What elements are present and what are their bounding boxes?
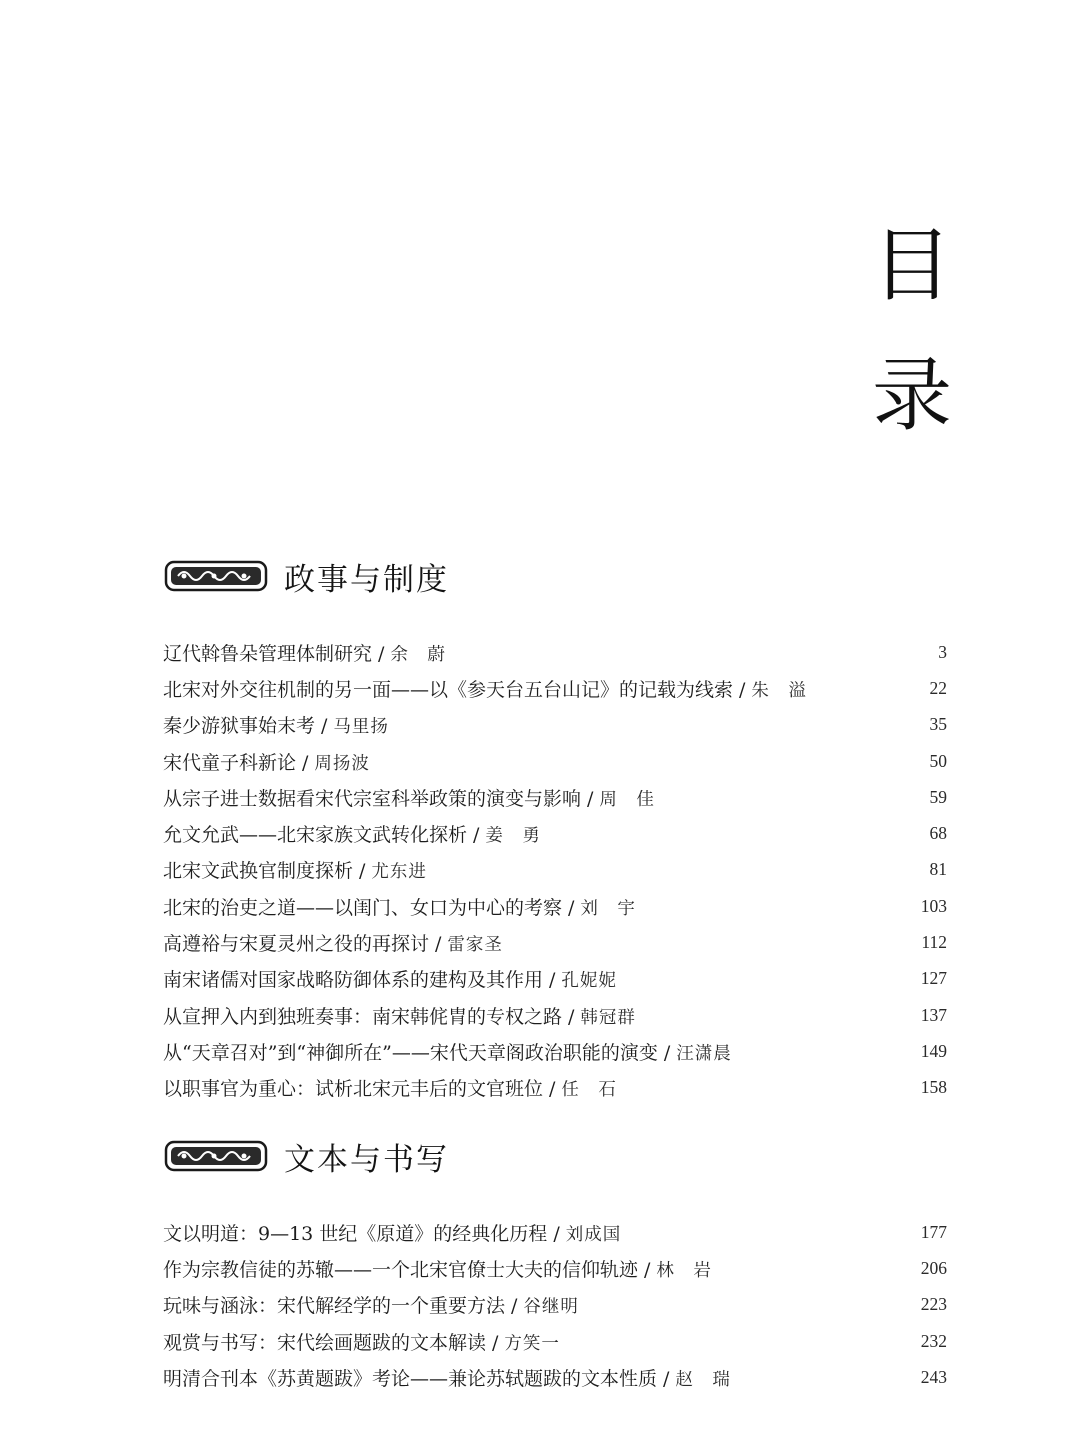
entry-title: 高遵裕与宋夏灵州之役的再探讨 bbox=[163, 933, 430, 956]
entry-page-number: 243 bbox=[920, 1366, 947, 1387]
entry-title: 明清合刊本《苏黄题跋》考论——兼论苏轼题跋的文本性质 bbox=[163, 1367, 658, 1390]
entry-page-number: 137 bbox=[920, 1004, 947, 1025]
entry-title: 北宋的治吏之道——以闺门、女口为中心的考察 bbox=[163, 896, 563, 919]
entry-separator: / bbox=[739, 678, 746, 701]
entry-page-number: 81 bbox=[929, 859, 947, 880]
toc-entry[interactable] bbox=[163, 1250, 947, 1286]
entry-separator: / bbox=[435, 933, 442, 956]
toc-entry-text bbox=[163, 820, 541, 847]
toc-entry[interactable] bbox=[163, 1359, 947, 1395]
toc-entry[interactable] bbox=[163, 779, 947, 815]
entry-title: 观赏与书写：宋代绘画题跋的文本解读 bbox=[163, 1331, 487, 1354]
entry-separator: / bbox=[553, 1222, 560, 1245]
entry-separator: / bbox=[663, 1367, 670, 1390]
entry-separator: / bbox=[378, 642, 385, 665]
toc-entry[interactable] bbox=[163, 997, 947, 1033]
entry-author: 汪潇晨 bbox=[676, 1043, 732, 1064]
toc-entry-text bbox=[163, 929, 503, 956]
toc-entry-text bbox=[163, 1291, 579, 1318]
entry-separator: / bbox=[663, 1041, 671, 1064]
entry-separator: / bbox=[321, 715, 328, 738]
entry-title: 从宗子进士数据看宋代宗室科举政策的演变与影响 bbox=[163, 787, 582, 810]
toc-entry[interactable] bbox=[163, 815, 947, 851]
toc-entry-text bbox=[163, 1002, 636, 1029]
toc-entry-text bbox=[163, 1219, 621, 1246]
entry-page-number: 50 bbox=[929, 750, 947, 771]
section-heading bbox=[162, 1136, 449, 1176]
toc-entry[interactable] bbox=[163, 634, 947, 670]
entry-page-number: 68 bbox=[929, 823, 947, 844]
toc-entry-text bbox=[163, 856, 427, 883]
entry-separator: / bbox=[359, 860, 366, 883]
entry-page-number: 3 bbox=[938, 641, 947, 662]
entry-author: 林 岩 bbox=[656, 1260, 712, 1281]
entry-title: 文以明道：9—13 世纪《原道》的经典化历程 bbox=[163, 1222, 548, 1245]
toc-entry-text bbox=[163, 711, 389, 738]
entry-page-number: 59 bbox=[929, 786, 947, 807]
toc-entry[interactable] bbox=[163, 924, 947, 960]
toc-entry[interactable] bbox=[163, 743, 947, 779]
entry-author: 余 蔚 bbox=[390, 644, 446, 665]
entry-author: 朱 溢 bbox=[751, 680, 807, 701]
toc-entry-text bbox=[163, 675, 807, 702]
entry-page-number: 206 bbox=[920, 1257, 947, 1278]
entry-title: 北宋文武换官制度探析 bbox=[163, 860, 354, 883]
entry-author: 刘成国 bbox=[565, 1224, 622, 1245]
section-title: 文本与书写 bbox=[284, 1141, 449, 1178]
toc-list bbox=[163, 1214, 947, 1395]
toc-entry-text bbox=[163, 893, 636, 920]
entry-page-number: 112 bbox=[921, 932, 947, 953]
section-title: 政事与制度 bbox=[284, 561, 449, 598]
entry-title: 秦少游狱事始末考 bbox=[163, 715, 316, 738]
toc-list bbox=[163, 634, 947, 1106]
entry-title: 北宋对外交往机制的另一面——以《参天台五台山记》的记载为线索 bbox=[163, 678, 734, 701]
toc-entry[interactable] bbox=[163, 852, 947, 888]
entry-page-number: 103 bbox=[920, 895, 947, 916]
entry-page-number: 232 bbox=[920, 1330, 947, 1351]
entry-title: 作为宗教信徒的苏辙——一个北宋官僚士大夫的信仰轨迹 bbox=[163, 1258, 639, 1281]
toc-entry[interactable] bbox=[163, 1033, 947, 1069]
toc-entry-text bbox=[163, 748, 370, 775]
entry-author: 赵 瑞 bbox=[675, 1369, 731, 1390]
entry-separator: / bbox=[511, 1295, 518, 1318]
toc-entry-text bbox=[163, 639, 446, 666]
entry-author: 姜 勇 bbox=[485, 826, 541, 847]
entry-page-number: 127 bbox=[920, 968, 947, 989]
entry-author: 马里扬 bbox=[333, 717, 389, 738]
scroll-ornament-icon bbox=[162, 559, 270, 593]
toc-title-char-1: 目 bbox=[872, 219, 952, 312]
toc-entry[interactable] bbox=[163, 961, 947, 997]
entry-separator: / bbox=[549, 969, 556, 992]
entry-title: 南宋诸儒对国家战略防御体系的建构及其作用 bbox=[163, 969, 544, 992]
toc-entry-text bbox=[163, 784, 655, 811]
entry-author: 尤东进 bbox=[371, 862, 427, 883]
entry-author: 任 石 bbox=[561, 1080, 617, 1101]
entry-separator: / bbox=[644, 1258, 651, 1281]
toc-entry-text bbox=[163, 1074, 617, 1101]
entry-author: 方笑一 bbox=[504, 1333, 560, 1354]
entry-author: 雷家圣 bbox=[447, 935, 503, 956]
entry-separator: / bbox=[568, 896, 575, 919]
entry-title: 从“天章召对”到“神御所在”——宋代天章阁政治职能的演变 bbox=[163, 1041, 658, 1064]
toc-entry[interactable] bbox=[163, 888, 947, 924]
toc-entry[interactable] bbox=[163, 707, 947, 743]
toc-title-char-2: 录 bbox=[872, 349, 952, 442]
entry-page-number: 149 bbox=[920, 1040, 947, 1061]
entry-title: 玩味与涵泳：宋代解经学的一个重要方法 bbox=[163, 1295, 506, 1318]
entry-page-number: 177 bbox=[920, 1221, 947, 1242]
toc-entry-text bbox=[163, 1364, 731, 1391]
entry-title: 以职事官为重心：试析北宋元丰后的文官班位 bbox=[163, 1078, 544, 1101]
toc-entry-text bbox=[163, 1038, 732, 1065]
entry-separator: / bbox=[302, 751, 309, 774]
toc-entry-text bbox=[163, 1328, 560, 1355]
toc-entry[interactable] bbox=[163, 1070, 947, 1106]
entry-author: 周 佳 bbox=[599, 789, 655, 810]
toc-entry[interactable] bbox=[163, 1214, 947, 1250]
entry-page-number: 223 bbox=[920, 1294, 947, 1315]
entry-author: 孔妮妮 bbox=[561, 971, 617, 992]
entry-page-number: 35 bbox=[929, 714, 947, 735]
entry-title: 宋代童子科新论 bbox=[163, 751, 297, 774]
section-heading bbox=[162, 556, 449, 596]
entry-page-number: 158 bbox=[920, 1077, 947, 1098]
toc-entry-text bbox=[163, 965, 617, 992]
toc-entry-text bbox=[163, 1255, 712, 1282]
toc-entry[interactable] bbox=[163, 1323, 947, 1359]
scroll-ornament-icon bbox=[162, 1139, 270, 1173]
entry-title: 从宣押入内到独班奏事：南宋韩侂胄的专权之路 bbox=[163, 1005, 563, 1028]
toc-entry[interactable] bbox=[163, 670, 947, 706]
entry-separator: / bbox=[492, 1331, 499, 1354]
entry-separator: / bbox=[473, 824, 480, 847]
entry-separator: / bbox=[568, 1005, 575, 1028]
entry-separator: / bbox=[549, 1078, 556, 1101]
entry-title: 辽代斡鲁朵管理体制研究 bbox=[163, 642, 373, 665]
entry-separator: / bbox=[587, 787, 594, 810]
entry-author: 刘 宇 bbox=[580, 898, 636, 919]
entry-title: 允文允武——北宋家族文武转化探析 bbox=[163, 824, 468, 847]
entry-author: 谷继明 bbox=[523, 1297, 579, 1318]
entry-author: 周扬波 bbox=[314, 753, 370, 774]
toc-entry[interactable] bbox=[163, 1287, 947, 1323]
entry-author: 韩冠群 bbox=[580, 1007, 636, 1028]
entry-page-number: 22 bbox=[929, 677, 947, 698]
